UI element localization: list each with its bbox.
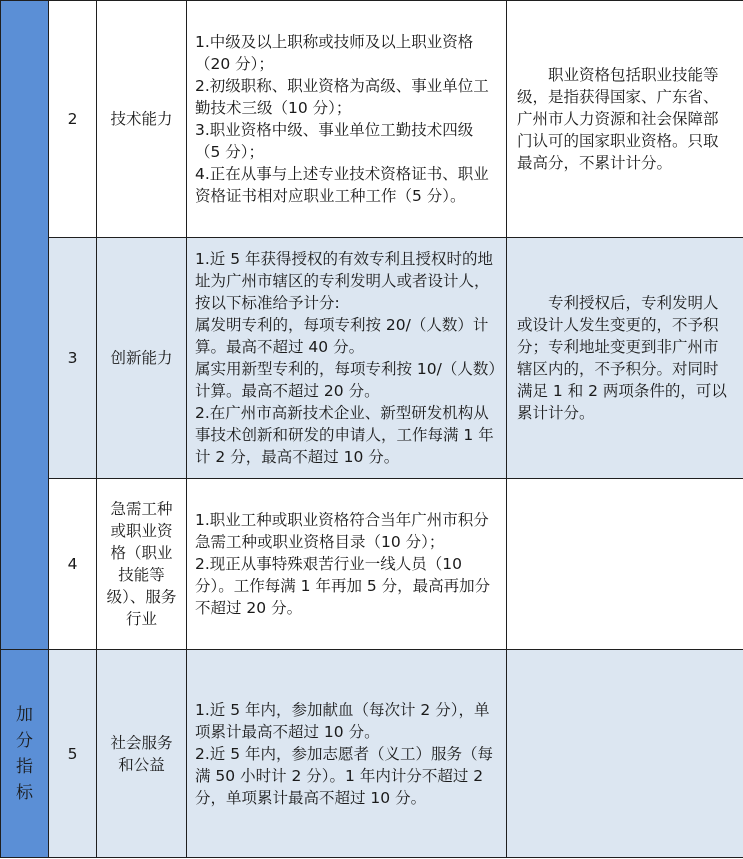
remark-cell	[507, 479, 743, 650]
criteria-cell: 1.职业工种或职业资格符合当年广州市积分急需工种或职业资格目录（10 分）； 2.现正从事特殊艰苦行业一线人员（10 分）。工作每满 1 年再加 5 分，最高再加分不超过 20 分。	[187, 479, 507, 650]
row-number: 5	[49, 650, 97, 858]
item-name: 创新能力	[97, 238, 187, 479]
remark-cell	[507, 650, 743, 858]
table-row	[1, 650, 743, 858]
item-name: 急需工种或职业资格（职业技能等级）、服务行业	[97, 479, 187, 650]
table-row	[1, 1, 743, 238]
criteria-cell: 1.中级及以上职称或技师及以上职业资格（20 分）； 2.初级职称、职业资格为高级、事业单位工勤技术三级（10 分）； 3.职业资格中级、事业单位工勤技术四级（5 分）； 4.正在从事与上述专业技术资格证书、职业资格证书相对应职业工种工作（5 分）。	[187, 1, 507, 238]
row-number: 3	[49, 238, 97, 479]
item-name: 社会服务和公益	[97, 650, 187, 858]
row-number: 4	[49, 479, 97, 650]
table-row	[1, 238, 743, 479]
remark-cell: 专利授权后，专利发明人或设计人发生变更的，不予积分；专利地址变更到非广州市辖区内的，不予积分。对同时满足 1 和 2 两项条件的，可以累计计分。	[507, 238, 743, 479]
criteria-cell: 1.近 5 年内，参加献血（每次计 2 分），单项累计最高不超过 10 分。 2.近 5 年内，参加志愿者（义工）服务（每满 50 小时计 2 分）。1 年内计分不超过 2 分，单项累计最高不超过 10 分。	[187, 650, 507, 858]
category-cell-bonus	[1, 650, 49, 858]
category-cell-basic	[1, 1, 49, 650]
item-name: 技术能力	[97, 1, 187, 238]
criteria-cell: 1.近 5 年获得授权的有效专利且授权时的地址为广州市辖区的专利发明人或者设计人，按以下标准给予计分: 属发明专利的，每项专利按 20/（人数）计算。最高不超过 40 分。 属实用新型专利的，每项专利按 10/（人数）计算。最高不超过 20 分。 2.在广州市高新技术企业、新型研发机构从事技术创新和研发的申请人，工作每满 1 年计 2 分，最高不超过 10 分。	[187, 238, 507, 479]
category-label: 加分指标	[16, 704, 33, 803]
remark-cell: 职业资格包括职业技能等级，是指获得国家、广东省、广州市人力资源和社会保障部门认可的国家职业资格。只取最高分，不累计计分。	[507, 1, 743, 238]
table-row	[1, 479, 743, 650]
row-number: 2	[49, 1, 97, 238]
